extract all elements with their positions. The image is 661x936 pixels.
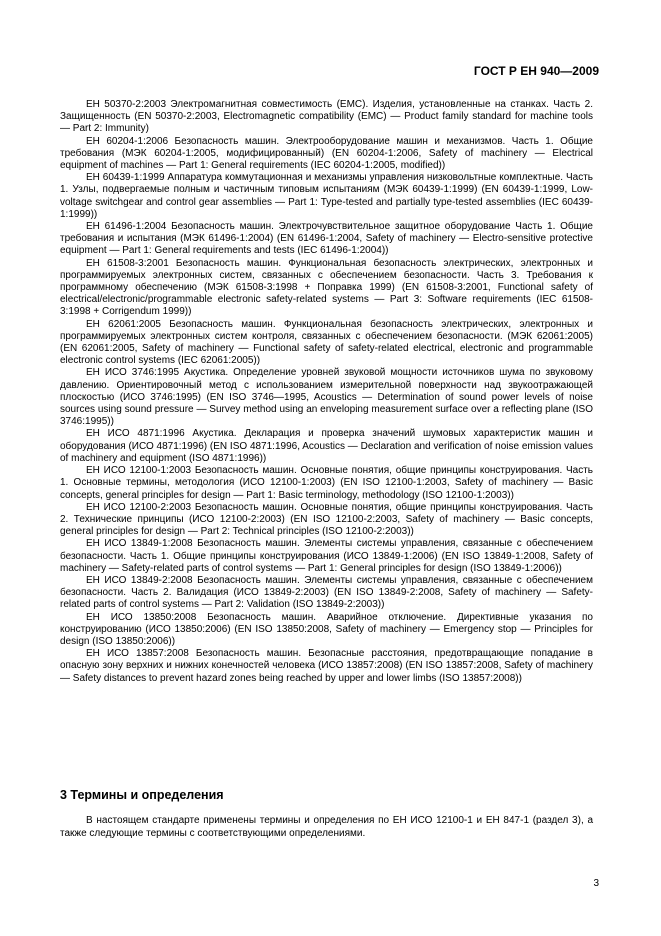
reference-item: ЕН ИСО 4871:1996 Акустика. Декларация и проверка значений шумовых характеристик машин и оборудования (ИСО 4871:1996) (EN ISO 4871:1996, Acoustics — Declaration and verification of noise emission values of machinery and equipment (ISO 4871:1996)) — [60, 428, 593, 464]
reference-item: ЕН ИСО 13850:2008 Безопасность машин. Аварийное отключение. Директивные указания по конструированию (ИСО 13850:2006) (EN ISO 13850:2008, Safety of machinery — Emergency stop — Principles for design (ISO 13850:2006)) — [60, 611, 593, 647]
reference-item: ЕН ИСО 13849-1:2008 Безопасность машин. Элементы системы управления, связанные с обеспечением безопасности. Часть 1. Общие принципы конструирования (ИСО 13849-1:2006) (EN ISO 13849-1:2008, Safety of machinery — Safety-related parts of control systems — Part 1: General principles for design (ISO 13849-1:2006)) — [60, 538, 593, 574]
reference-item: ЕН ИСО 3746:1995 Акустика. Определение уровней звуковой мощности источников шума по звуковому давлению. Ориентировочный метод с использованием измерительной поверхности над звукоотражающей плоскостью (ИСО 3746:1995) (EN ISO 3746—1995, Acoustics — Determination of sound power levels of noise sources using sound pressure — Survey method using an enveloping measurement surface over a reflecting plane (ISO 3746:1995)) — [60, 367, 593, 428]
document-header: ГОСТ Р ЕН 940—2009 — [473, 64, 599, 78]
reference-item: ЕН ИСО 12100-1:2003 Безопасность машин. Основные понятия, общие принципы конструирования. Часть 1. Основные термины, методология (ИСО 12100-1:2003) (EN ISO 12100-1:2003, Safety of machinery — Basic concepts, general principles for design — Part 1: Basic terminology, methodology (ISO 12100-1:2003)) — [60, 465, 593, 501]
page-number: 3 — [593, 878, 599, 889]
reference-item: ЕН 60439-1:1999 Аппаратура коммутационная и механизмы управления низковольтные комплектные. Часть 1. Узлы, подвергаемые полным и частичным типовым испытаниям (МЭК 60439-1:1999) (EN 60439-1:1999, Low-voltage switchgear and control gear assemblies — Part 1: Type-tested and partially type-tested assemblies (IEC 60439-1:1999)) — [60, 172, 593, 220]
section-intro: В настоящем стандарте применены термины и определения по ЕН ИСО 12100-1 и ЕН 847-1 (раздел 3), а также следующие термины с соответствующими определениями. — [60, 815, 593, 839]
normative-references — [60, 99, 593, 685]
reference-item: ЕН 62061:2005 Безопасность машин. Функциональная безопасность электрических, электронных и программируемых электронных систем контроля, связанных с обеспечением безопасности. (МЭК 62061:2005) (EN 62061:2005, Safety of machinery — Functional safety of safety-related electrical, electronic and programmable electronic control systems (IEC 62061:2005)) — [60, 318, 593, 367]
reference-item: ЕН ИСО 12100-2:2003 Безопасность машин. Основные понятия, общие принципы конструирования. Часть 2. Технические принципы (ИСО 12100-2:2003) (EN ISO 12100-2:2003, Safety of machinery — Basic concepts, general principles for design — Part 2: Technical principles (ISO 12100-2:2003)) — [60, 501, 593, 538]
section-heading: 3 Термины и определения — [60, 788, 224, 802]
reference-item: ЕН ИСО 13857:2008 Безопасность машин. Безопасные расстояния, предотвращающие попадание в опасную зону верхних и нижних конечностей человека (ИСО 13857:2008) (EN ISO 13857:2008, Safety of machinery — Safety distances to prevent hazard zones being reached by upper and lower limbs (ISO 13857:2008)) — [60, 648, 593, 684]
reference-item: ЕН 61496-1:2004 Безопасность машин. Электрочувствительное защитное оборудование Часть 1. Общие требования и испытания (МЭК 61496-1:2004) (EN 61496-1:2004, Safety of machinery — Electro-sensitive protective equipment — Part 1: General requirements and tests (IEC 61496-1:2004)) — [60, 221, 593, 257]
reference-item: ЕН 61508-3:2001 Безопасность машин. Функциональная безопасность электрических, электронных и программируемых электронных систем, связанных с обеспечением безопасности. Часть 3. Требования к программному обеспечению (МЭК 61508-3:1998 + Поправка 1999) (EN 61508-3:2001, Functional safety of electrical/electronic/programmable electronic safety-related systems — Part 3: Software requirements (IEC 61508-3:1998 + Corrigendum 1999)) — [60, 257, 593, 318]
reference-item: ЕН 60204-1:2006 Безопасность машин. Электрооборудование машин и механизмов. Часть 1. Общие требования (МЭК 60204-1:2005, модифицированный) (EN 60204-1:2006, Safety of machinery — Electrical equipment of machines — Part 1: General requirements (IEC 60204-1:2005, modified)) — [60, 135, 593, 172]
reference-item: ЕН ИСО 13849-2:2008 Безопасность машин. Элементы системы управления, связанные с обеспечением безопасности. Часть 2. Валидация (ИСО 13849-2:2003) (EN ISO 13849-2:2008, Safety of machinery — Safety-related parts of control systems — Part 2: Validation (ISO 13849-2:2003)) — [60, 574, 593, 611]
reference-item: ЕН 50370-2:2003 Электромагнитная совместимость (ЕМС). Изделия, установленные на станках. Часть 2. Защищенность (EN 50370-2:2003, Electromagnetic compatibility (EMC) — Product family standard for machine tools — Part 2: Immunity) — [60, 99, 593, 135]
